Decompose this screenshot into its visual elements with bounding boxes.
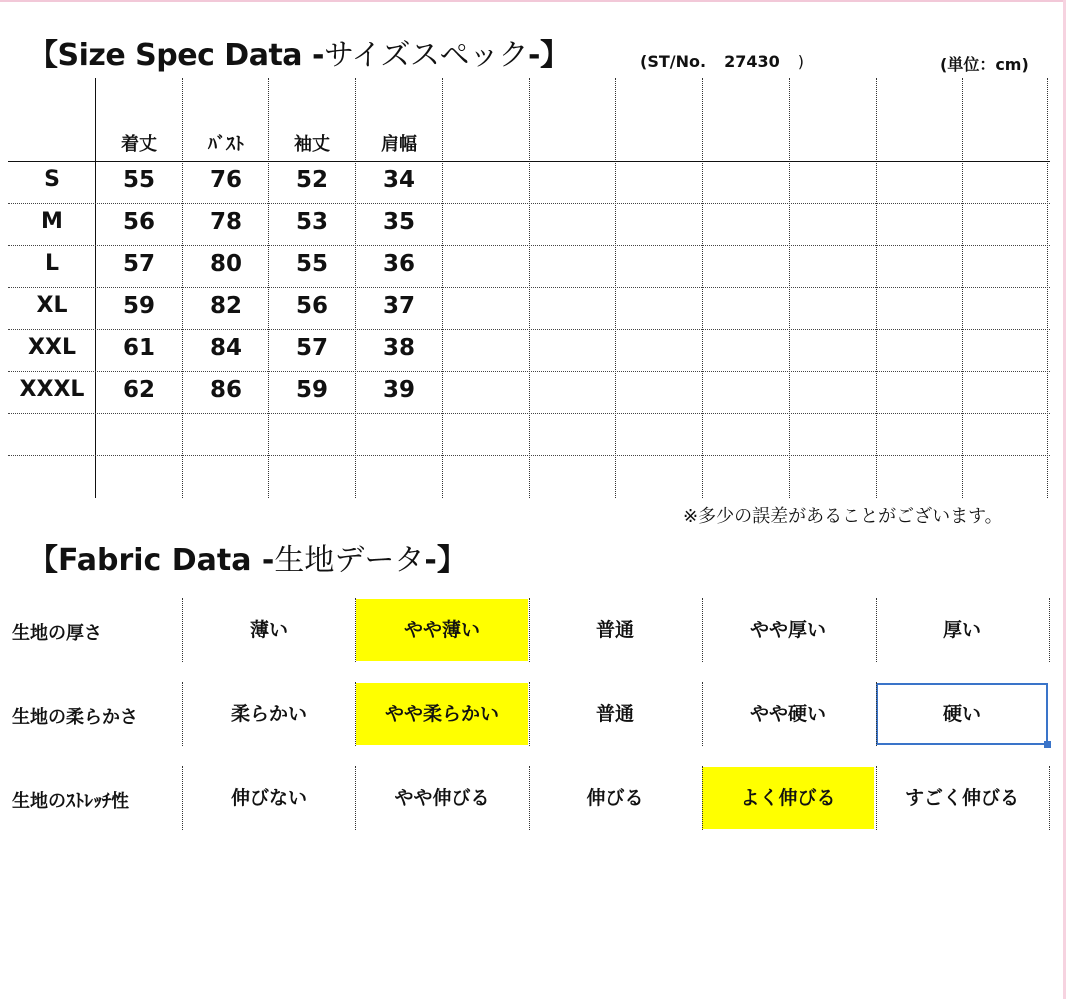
grid-line xyxy=(529,78,530,498)
table-cell: 56 xyxy=(122,209,155,235)
row-divider xyxy=(8,371,1050,372)
table-cell: 76 xyxy=(209,167,242,193)
table-cell: 59 xyxy=(295,377,328,403)
error-note: ※多少の誤差があることがございます。 xyxy=(683,506,1003,527)
table-cell: 57 xyxy=(122,251,155,277)
stretch-option: 伸びる xyxy=(586,787,644,809)
stretch-option: すごく伸びる xyxy=(904,787,1019,809)
table-cell: 36 xyxy=(382,251,415,277)
fabric-thickness-label: 生地の厚さ xyxy=(12,623,102,644)
fabric-softness-label: 生地の柔らかさ xyxy=(12,707,138,728)
table-cell: 38 xyxy=(382,335,415,361)
grid-line xyxy=(789,78,790,498)
thickness-option-selected: やや薄い xyxy=(356,599,528,661)
softness-option: 普通 xyxy=(595,703,634,725)
table-cell: 52 xyxy=(295,167,328,193)
grid-line xyxy=(1049,598,1050,662)
cell-fill-handle[interactable] xyxy=(1044,741,1051,748)
column-header-shoulder: 肩幅 xyxy=(381,134,417,155)
table-cell: 37 xyxy=(382,293,415,319)
table-cell: 86 xyxy=(209,377,242,403)
softness-option: 柔らかい xyxy=(230,703,307,725)
stretch-option: 伸びない xyxy=(230,787,307,809)
grid-line xyxy=(529,598,530,662)
size-label: XL xyxy=(36,293,68,318)
stretch-option: やや伸びる xyxy=(394,787,490,809)
grid-line xyxy=(529,766,530,830)
table-cell: 62 xyxy=(122,377,155,403)
style-number: (ST/No. 27430 ) xyxy=(640,52,804,71)
size-label: XXXL xyxy=(19,377,85,402)
table-cell: 56 xyxy=(295,293,328,319)
table-cell: 78 xyxy=(209,209,242,235)
grid-line xyxy=(962,78,963,498)
table-cell: 59 xyxy=(122,293,155,319)
fabric-stretch-label: 生地のｽﾄﾚｯﾁ性 xyxy=(12,791,129,812)
thickness-option: 薄い xyxy=(249,619,288,641)
unit-label: (単位：cm) xyxy=(940,55,1029,74)
table-cell: 80 xyxy=(209,251,242,277)
stretch-option-selected: よく伸びる xyxy=(702,767,874,829)
size-label: XXL xyxy=(28,335,76,360)
grid-line xyxy=(876,766,877,830)
grid-line xyxy=(442,78,443,498)
column-header-sleeve: 袖丈 xyxy=(294,134,330,155)
grid-line xyxy=(355,598,356,662)
table-cell: 34 xyxy=(382,167,415,193)
grid-line xyxy=(182,766,183,830)
grid-line xyxy=(876,598,877,662)
size-label: S xyxy=(44,167,60,192)
row-divider xyxy=(8,287,1050,288)
thickness-option: 普通 xyxy=(595,619,634,641)
grid-line xyxy=(182,682,183,746)
size-label: L xyxy=(44,251,60,276)
grid-line xyxy=(876,682,877,746)
table-cell: 55 xyxy=(295,251,328,277)
grid-line xyxy=(876,78,877,498)
thickness-option: やや厚い xyxy=(749,619,826,641)
row-divider xyxy=(8,245,1050,246)
softness-option-selected: やや柔らかい xyxy=(356,683,528,745)
row-divider xyxy=(8,329,1050,330)
grid-line xyxy=(529,682,530,746)
thickness-option: 厚い xyxy=(942,619,981,641)
grid-line xyxy=(702,766,703,830)
grid-line xyxy=(182,598,183,662)
table-cell: 35 xyxy=(382,209,415,235)
size-spec-title: 【Size Spec Data -サイズスペック-】 xyxy=(28,38,570,73)
grid-line xyxy=(355,766,356,830)
softness-option: やや硬い xyxy=(749,703,826,725)
header-divider xyxy=(8,161,1050,162)
grid-line xyxy=(1049,766,1050,830)
grid-line xyxy=(355,682,356,746)
grid-line xyxy=(1047,78,1048,498)
column-header-length: 着丈 xyxy=(121,134,157,155)
row-divider xyxy=(8,455,1050,456)
table-cell: 61 xyxy=(122,335,155,361)
size-label: M xyxy=(41,209,63,234)
table-cell: 82 xyxy=(209,293,242,319)
table-cell: 55 xyxy=(122,167,155,193)
table-cell: 39 xyxy=(382,377,415,403)
table-cell: 57 xyxy=(295,335,328,361)
grid-line xyxy=(702,682,703,746)
row-divider xyxy=(8,413,1050,414)
table-cell: 84 xyxy=(209,335,242,361)
row-divider xyxy=(8,203,1050,204)
grid-line xyxy=(615,78,616,498)
grid-line xyxy=(702,598,703,662)
table-cell: 53 xyxy=(295,209,328,235)
selected-cell[interactable]: 硬い xyxy=(876,683,1048,745)
column-header-bust: ﾊﾞｽﾄ xyxy=(208,134,244,155)
grid-line xyxy=(702,78,703,498)
fabric-data-title: 【Fabric Data -生地データ-】 xyxy=(28,543,467,578)
